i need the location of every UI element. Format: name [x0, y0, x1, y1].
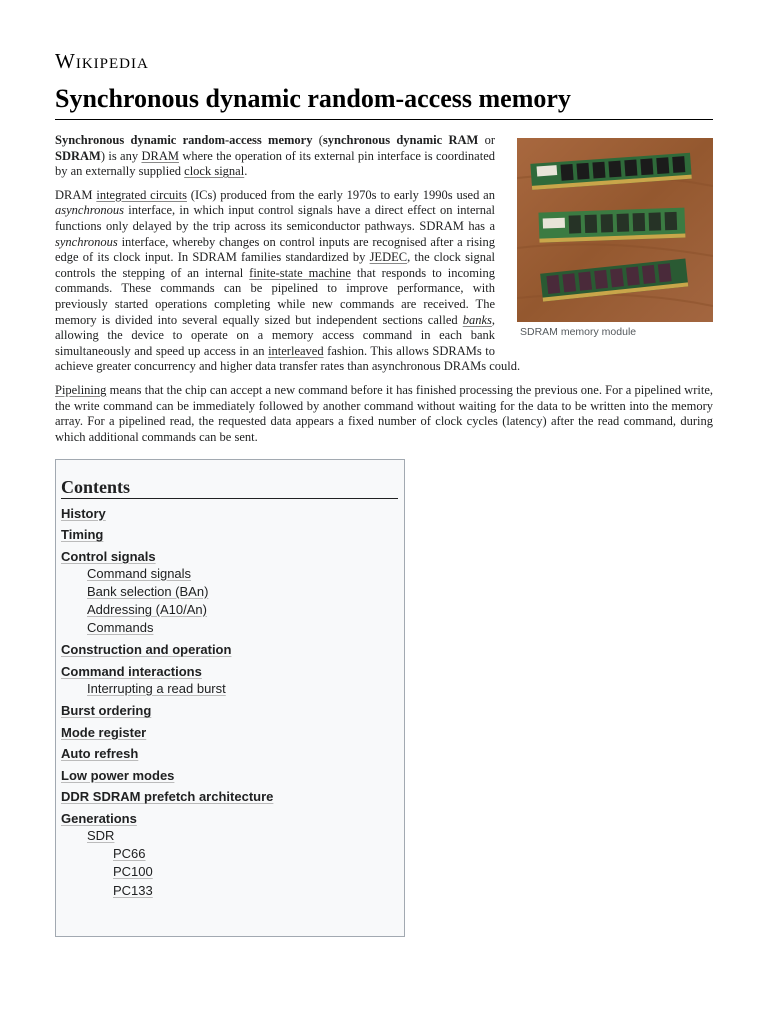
toc-link[interactable]: Commands [87, 619, 154, 635]
intro-paragraph-3 [55, 383, 713, 445]
toc-item [61, 863, 398, 882]
bold-term-sdram: SDRAM [55, 148, 101, 163]
text-run: where the operation of its external pin interface is coordinated by an externally supplied [55, 148, 495, 179]
toc-link[interactable]: Burst ordering [61, 703, 152, 719]
infobox-figure [517, 138, 713, 341]
toc-item [61, 702, 398, 719]
toc-item [61, 565, 398, 583]
toc-link[interactable]: Construction and operation [61, 642, 232, 658]
toc-link[interactable]: Low power modes [61, 767, 175, 783]
toc-item [61, 680, 398, 698]
text-run: , allowing the device to operate on a memory access command in each bank simultaneously and speed up access in an [55, 312, 495, 358]
text-run: DRAM [55, 187, 97, 202]
link-pipelining[interactable]: Pipelining [55, 382, 107, 397]
toc-title: Contents [61, 480, 398, 499]
toc-item [61, 810, 398, 827]
page-title: Synchronous dynamic random-access memory [55, 82, 713, 120]
toc-item [61, 583, 398, 601]
link-dram[interactable]: DRAM [141, 148, 179, 163]
link-integrated-circuits[interactable]: integrated circuits [96, 187, 187, 202]
sdram-module-image[interactable] [517, 138, 713, 322]
link-jedec[interactable]: JEDEC [369, 250, 408, 265]
toc-item [61, 619, 398, 637]
text-run: , the clock signal controls the stepping of an internal [55, 250, 495, 280]
article-content [55, 133, 713, 937]
text-run: means that the chip can accept a new command before it has finished processing the previous one. For a pipelined write, the write command can be immediately followed by another command without waiting for the data to be written into the memory array. For a pipelined read, the requested data appears a fixed number of clock cycles (latency) after the read command, during which additional commands can be sent. [55, 382, 713, 444]
toc-item [61, 724, 398, 741]
link-interleaved[interactable]: interleaved [268, 343, 324, 358]
text-run: that responds to incoming commands. These commands can be pipelined to improve performance, with previously started operations completing while new commands are received. The memory is divided into several equally sized but independent sections called [55, 265, 495, 327]
text-run: fashion. This allows SDRAMs to achieve greater concurrency and higher data transfer rates than asynchronous DRAMs could. [55, 343, 521, 374]
toc-item [61, 882, 398, 901]
toc-link[interactable]: DDR SDRAM prefetch architecture [61, 789, 274, 805]
figure-caption: SDRAM memory module [520, 326, 637, 338]
toc-link[interactable]: Interrupting a read burst [87, 680, 226, 696]
toc-item [61, 845, 398, 864]
table-of-contents [55, 459, 405, 937]
toc-link[interactable]: PC133 [113, 882, 153, 898]
text-run: or [478, 133, 495, 147]
italic-asynchronous: asynchronous [55, 203, 124, 218]
toc-item [61, 767, 398, 784]
link-finite-state-machine[interactable]: finite-state machine [249, 265, 351, 280]
text-run: ) is any [100, 148, 142, 163]
text-run: interface, whereby changes on control inputs are recognised after a rising edge of its clock input. In SDRAM families standardized by [55, 234, 495, 265]
toc-link[interactable]: Bank selection (BAn) [87, 583, 209, 599]
link-banks[interactable]: banks [462, 312, 492, 327]
page [55, 48, 713, 937]
toc-link[interactable]: Command signals [87, 565, 192, 581]
toc-item [61, 641, 398, 658]
text-run: (ICs) produced from the early 1970s to early 1990s used an [186, 187, 495, 202]
bold-term-sdram-full: Synchronous dynamic random-access memory [55, 133, 313, 147]
toc-link[interactable]: PC100 [113, 864, 153, 880]
toc-item [61, 788, 398, 805]
toc-link[interactable]: Command interactions [61, 663, 202, 679]
toc-link[interactable]: History [61, 505, 106, 521]
toc-link[interactable]: Timing [61, 527, 104, 543]
link-clock-signal[interactable]: clock signal [184, 164, 245, 179]
toc-link[interactable]: Control signals [61, 548, 156, 564]
text-run: interface, in which input control signals have a direct effect on internal functions only delayed by the trip across its semiconductor pathways. SDRAM has a [55, 203, 495, 233]
toc-list [61, 505, 398, 901]
toc-item [61, 827, 398, 845]
toc-item [61, 548, 398, 565]
toc-link[interactable]: Addressing (A10/An) [87, 601, 207, 617]
toc-item [61, 601, 398, 619]
toc-link[interactable]: PC66 [113, 845, 146, 861]
toc-item [61, 745, 398, 762]
toc-link[interactable]: Mode register [61, 724, 147, 740]
wikipedia-wordmark[interactable]: Wikipedia [55, 49, 149, 73]
text-run: . [244, 164, 248, 179]
toc-item [61, 505, 398, 522]
toc-link[interactable]: Generations [61, 810, 137, 826]
toc-item [61, 526, 398, 543]
text-run: ( [312, 133, 323, 147]
italic-synchronous: synchronous [55, 234, 118, 249]
toc-link[interactable]: SDR [87, 827, 115, 843]
bold-term-sync-dram: synchronous dynamic RAM [322, 133, 479, 147]
toc-item [61, 663, 398, 680]
toc-link[interactable]: Auto refresh [61, 746, 139, 762]
